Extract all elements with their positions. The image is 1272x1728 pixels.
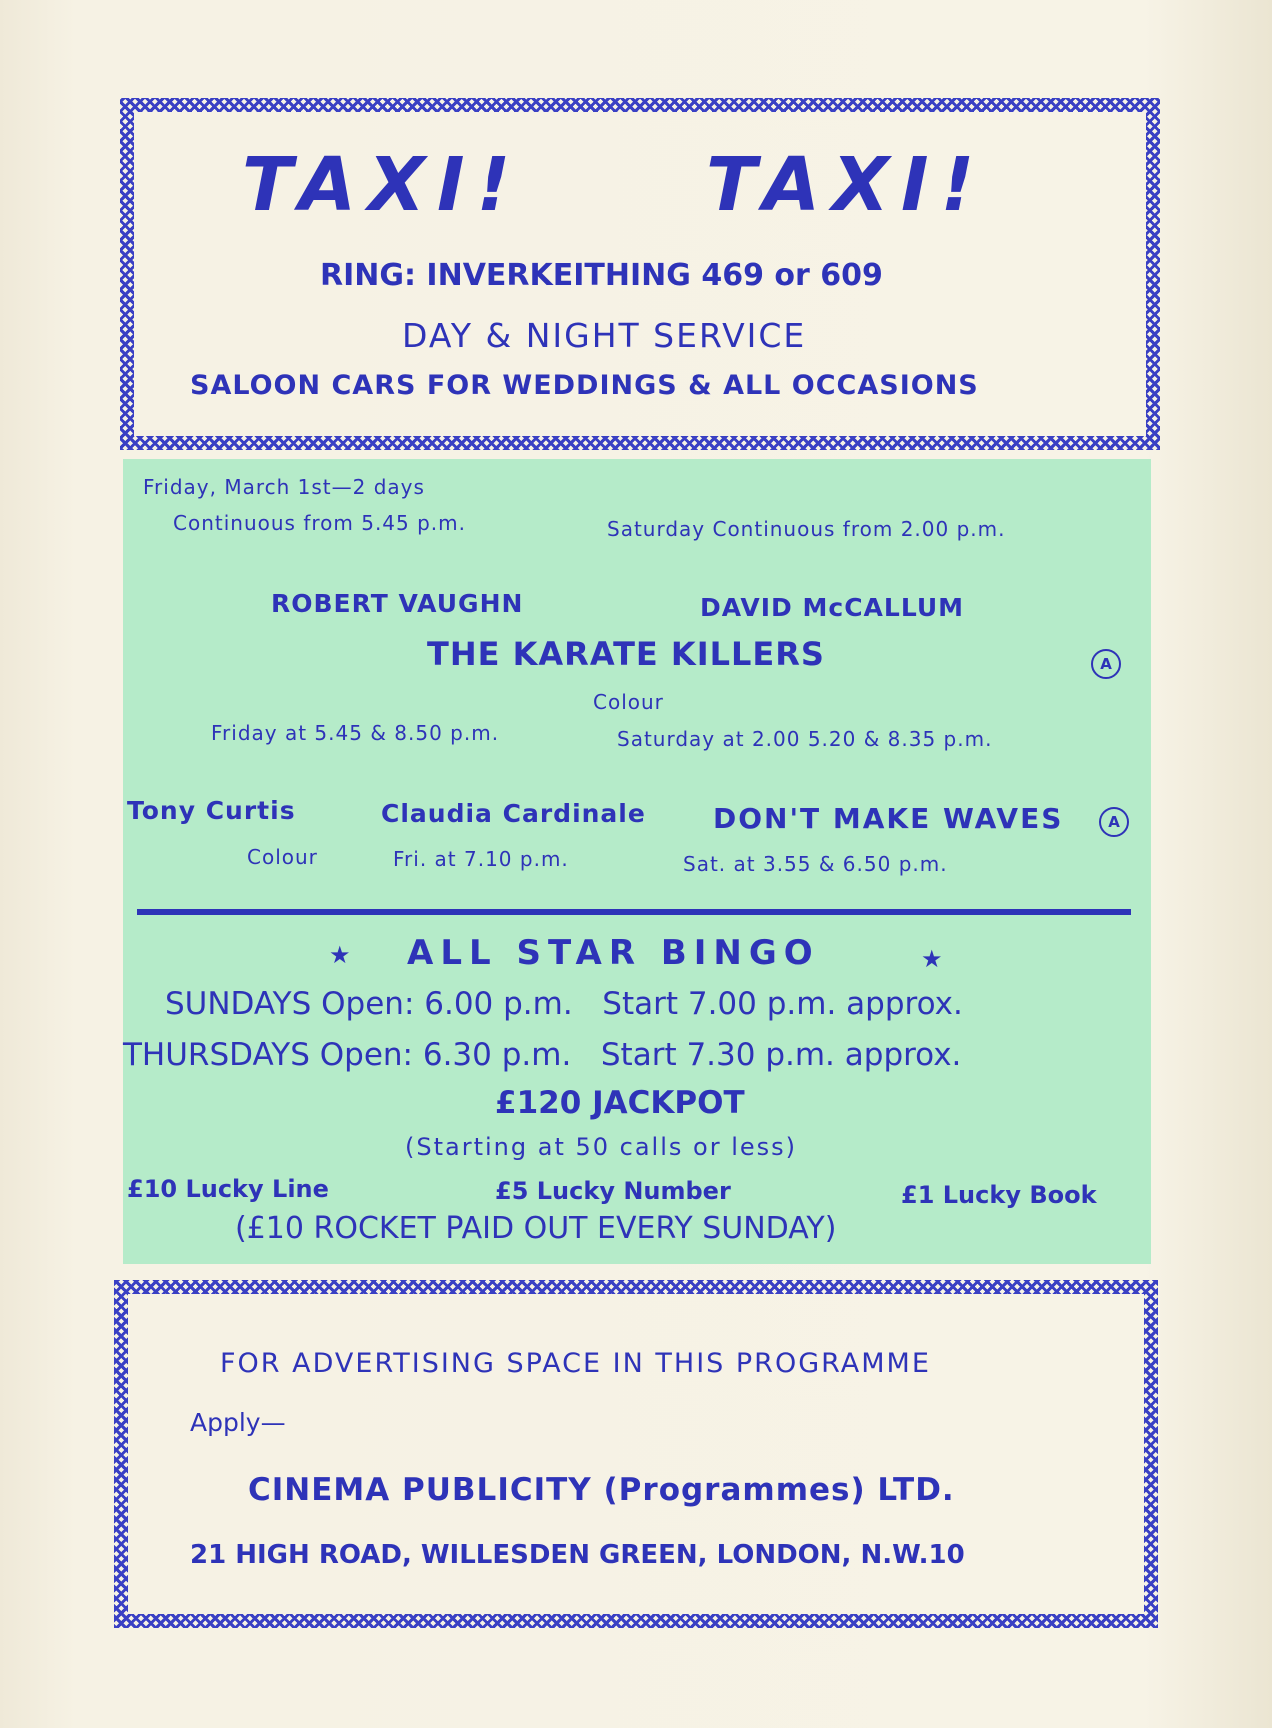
film2-colour: Colour <box>247 845 318 869</box>
bingo-prize-book: £1 Lucky Book <box>901 1181 1097 1209</box>
film1-colour: Colour <box>593 690 664 714</box>
film2-star-a: Tony Curtis <box>127 796 296 825</box>
film1-star-b: DAVID McCALLUM <box>700 593 965 622</box>
certificate-a-icon: A <box>1091 649 1121 679</box>
film1-friday: Friday at 5.45 & 8.50 p.m. <box>211 721 500 745</box>
bingo-rocket: (£10 ROCKET PAID OUT EVERY SUNDAY) <box>235 1211 837 1246</box>
advert-company: CINEMA PUBLICITY (Programmes) LTD. <box>248 1472 955 1508</box>
advert-apply: Apply— <box>190 1408 286 1437</box>
film1-cert <box>1091 649 1121 679</box>
saturday-continuous: Saturday Continuous from 2.00 p.m. <box>607 517 1006 541</box>
taxi-ring: RING: INVERKEITHING 469 or 609 <box>320 258 883 293</box>
star-icon: ★ <box>329 941 351 969</box>
film1-title: THE KARATE KILLERS <box>427 635 825 673</box>
bingo-jackpot: £120 JACKPOT <box>495 1085 745 1121</box>
film2-title: DON'T MAKE WAVES <box>713 802 1064 835</box>
film2-friday: Fri. at 7.10 p.m. <box>393 847 569 871</box>
showing-dates: Friday, March 1st—2 days <box>143 475 425 499</box>
film2-cert <box>1099 807 1129 837</box>
bingo-thursdays: THURSDAYS Open: 6.30 p.m. Start 7.30 p.m. approx. <box>123 1037 962 1073</box>
bingo-starting: (Starting at 50 calls or less) <box>405 1133 798 1161</box>
bingo-prize-number: £5 Lucky Number <box>495 1177 731 1205</box>
divider-rule <box>137 909 1131 915</box>
advert-address: 21 HIGH ROAD, WILLESDEN GREEN, LONDON, N.W.10 <box>190 1540 965 1570</box>
star-icon: ★ <box>921 945 943 973</box>
film2-star-b: Claudia Cardinale <box>381 799 646 828</box>
taxi-service: DAY & NIGHT SERVICE <box>402 316 807 355</box>
advertising-box <box>114 1280 1158 1628</box>
film1-saturday: Saturday at 2.00 5.20 & 8.35 p.m. <box>617 727 993 751</box>
taxi-headline-left: TAXI! <box>242 142 523 228</box>
bingo-sundays: SUNDAYS Open: 6.00 p.m. Start 7.00 p.m. approx. <box>165 986 963 1022</box>
taxi-headline-right: TAXI! <box>706 142 987 228</box>
film2-saturday: Sat. at 3.55 & 6.50 p.m. <box>683 852 948 876</box>
certificate-a-icon: A <box>1099 807 1129 837</box>
bingo-title: ALL STAR BINGO <box>407 933 820 973</box>
friday-continuous: Continuous from 5.45 p.m. <box>173 511 466 535</box>
taxi-advert <box>120 98 1160 450</box>
advert-heading: FOR ADVERTISING SPACE IN THIS PROGRAMME <box>220 1348 931 1379</box>
cinema-panel <box>123 459 1151 1264</box>
taxi-saloon: SALOON CARS FOR WEDDINGS & ALL OCCASIONS <box>190 370 979 401</box>
film1-star-a: ROBERT VAUGHN <box>271 589 524 618</box>
bingo-prize-line: £10 Lucky Line <box>127 1175 329 1203</box>
